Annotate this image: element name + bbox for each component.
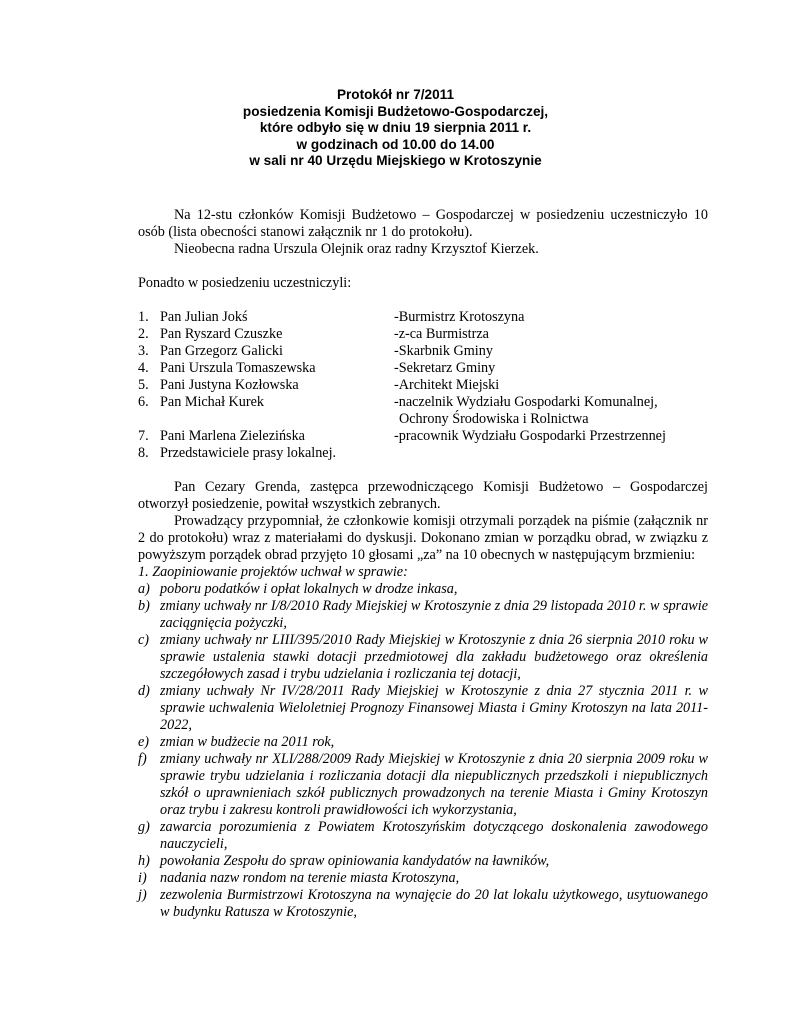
agenda-subitem	[138, 632, 708, 683]
attendee-name: Pani Urszula Tomaszewska	[160, 360, 316, 376]
agenda-subitem-text: poboru podatków i opłat lokalnych w drodze inkasa,	[160, 581, 458, 597]
attendee-row	[138, 445, 708, 462]
attendee-name: Pan Julian Jokś	[160, 309, 248, 325]
attendee-number: 7.	[138, 428, 149, 444]
agenda-subitem-mark: f)	[138, 751, 147, 767]
agenda-subitem-mark: e)	[138, 734, 150, 750]
attendee-row	[138, 343, 708, 360]
agenda-item-1: 1. Zaopiniowanie projektów uchwał w sprawie:	[138, 564, 408, 580]
agenda-subitem-text: zmiany uchwały nr I/8/2010 Rady Miejskiej w Krotoszynie z dnia 29 listopada 2010 r. w sprawie zaciągnięcia pożyczki,	[160, 598, 708, 631]
agenda-subitem	[138, 683, 708, 734]
agenda-subitem-mark: j)	[138, 887, 147, 903]
agenda-subitem-text: zezwolenia Burmistrzowi Krotoszyna na wynajęcie do 20 lat lokalu użytkowego, usytuowanego w budynku Ratusza w Krotoszynie,	[160, 887, 708, 920]
attendee-row	[138, 326, 708, 343]
agenda-subitem-text: zmian w budżecie na 2011 rok,	[160, 734, 335, 750]
agenda-subitem-mark: i)	[138, 870, 147, 886]
attendee-number: 5.	[138, 377, 149, 393]
attendee-row	[138, 377, 708, 394]
attendee-number: 4.	[138, 360, 149, 376]
attendee-row	[138, 309, 708, 326]
meeting-location: w sali nr 40 Urzędu Miejskiego w Krotoszynie	[249, 153, 542, 169]
attendee-role: -pracownik Wydziału Gospodarki Przestrzennej	[394, 428, 666, 444]
attendee-name: Pan Michał Kurek	[160, 394, 265, 410]
attendee-number: 3.	[138, 343, 149, 359]
agenda-subitem-mark: g)	[138, 819, 150, 835]
meeting-hours: w godzinach od 10.00 do 14.00	[296, 136, 495, 152]
agenda-subitem-mark: h)	[138, 853, 150, 869]
agenda-subitem-mark: c)	[138, 632, 150, 648]
agenda-subitem-text: zmiany uchwały Nr IV/28/2011 Rady Miejskiej w Krotoszynie z dnia 27 stycznia 2011 r. w sprawie uchwalenia Wieloletniej Prognozy Finansowej Miasta i Gminy Krotoszyn na lata 2011-2022,	[160, 683, 708, 733]
attendee-role	[394, 445, 708, 462]
agenda-subitem-mark: b)	[138, 598, 150, 614]
attendee-name: Pani Justyna Kozłowska	[160, 377, 299, 393]
agenda-subitem	[138, 734, 708, 751]
agenda-subitem	[138, 887, 708, 921]
attendee-number: 8.	[138, 445, 149, 461]
attendee-name: Przedstawiciele prasy lokalnej.	[160, 445, 337, 461]
attendee-row	[138, 360, 708, 377]
protocol-title: Protokół nr 7/2011	[336, 87, 455, 102]
attendee-row	[138, 394, 708, 411]
attendee-role: -Sekretarz Gminy	[394, 360, 496, 376]
agenda-subitem	[138, 598, 708, 632]
agenda-subitem-text: powołania Zespołu do spraw opiniowania kandydatów na ławników,	[160, 853, 550, 869]
agenda-subitem	[138, 819, 708, 853]
agenda-subitem	[138, 751, 708, 819]
attendance-paragraph: Na 12-stu członków Komisji Budżetowo – Gospodarczej w posiedzeniu uczestniczyło 10 osób (lista obecności stanowi załącznik nr 1 do protokołu).	[138, 207, 708, 240]
agenda-subitem-mark: d)	[138, 683, 150, 699]
agenda-list	[138, 564, 708, 921]
attendee-role: -Skarbnik Gminy	[394, 343, 493, 359]
agenda-subitem	[138, 581, 708, 598]
agenda-subitem-text: zmiany uchwały nr XLI/288/2009 Rady Miejskiej w Krotoszynie z dnia 20 sierpnia 2009 roku w sprawie trybu udzielania i rozliczania dotacji dla niepublicznych przedszkoli i niepublicznych szkół o uprawnieniach szkół publicznych prowadzonych na terenie Miasta i Gminy Krotoszyn oraz trybu i zakresu kontroli prawidłowości ich wykorzystania,	[160, 751, 708, 818]
agenda-subitem-text: nadania nazw rondom na terenie miasta Krotoszyna,	[160, 870, 460, 886]
document-body	[138, 207, 708, 921]
agenda-subitem	[138, 853, 708, 870]
attendee-name: Pan Ryszard Czuszke	[160, 326, 283, 342]
attendee-role: -Burmistrz Krotoszyna	[394, 309, 525, 325]
agenda-intro-paragraph: Prowadzący przypomniał, że członkowie komisji otrzymali porządek na piśmie (załącznik nr 2 do protokołu) wraz z materiałami do dyskusji. Dokonano zmian w porządku obrad, w związku z powyższym porządek obrad przyjęto 10 głosami „za” na 10 obecnych w następującym brzmieniu:	[138, 513, 708, 563]
meeting-date: które odbyło się w dniu 19 sierpnia 2011 r.	[259, 120, 532, 136]
absence-paragraph: Nieobecna radna Urszula Olejnik oraz radny Krzysztof Kierzek.	[174, 241, 539, 257]
document-header	[0, 87, 791, 170]
attendees-intro: Ponadto w posiedzeniu uczestniczyli:	[138, 275, 352, 291]
attendee-number: 1.	[138, 309, 149, 325]
opening-paragraph: Pan Cezary Grenda, zastępca przewodniczącego Komisji Budżetowo – Gospodarczej otworzył posiedzenie, powitał wszystkich zebranych.	[138, 479, 708, 512]
agenda-subitem-text: zawarcia porozumienia z Powiatem Krotoszyńskim dotyczącego doskonalenia zawodowego nauczycieli,	[160, 819, 708, 852]
attendee-role: -naczelnik Wydziału Gospodarki Komunalnej,	[394, 394, 658, 410]
meeting-subtitle: posiedzenia Komisji Budżetowo-Gospodarczej,	[242, 103, 549, 119]
attendee-row	[138, 428, 708, 445]
attendee-name: Pan Grzegorz Galicki	[160, 343, 283, 359]
attendees-list	[138, 309, 708, 462]
attendee-number: 2.	[138, 326, 149, 342]
attendee-role: -z-ca Burmistrza	[394, 326, 489, 342]
attendee-name: Pani Marlena Zielezińska	[160, 428, 305, 444]
agenda-subitem-mark: a)	[138, 581, 150, 597]
attendee-role: -Architekt Miejski	[394, 377, 500, 393]
agenda-subitem-text: zmiany uchwały nr LIII/395/2010 Rady Miejskiej w Krotoszynie z dnia 26 sierpnia 2010 roku w sprawie ustalenia stawki dotacji przedmiotowej dla zakładu budżetowego oraz określenia szczegółowych zasad i trybu udzielania i rozliczania tej dotacji,	[160, 632, 708, 682]
attendee-role-continuation: Ochrony Środowiska i Rolnictwa	[399, 411, 589, 427]
agenda-subitem	[138, 870, 708, 887]
attendee-number: 6.	[138, 394, 149, 410]
